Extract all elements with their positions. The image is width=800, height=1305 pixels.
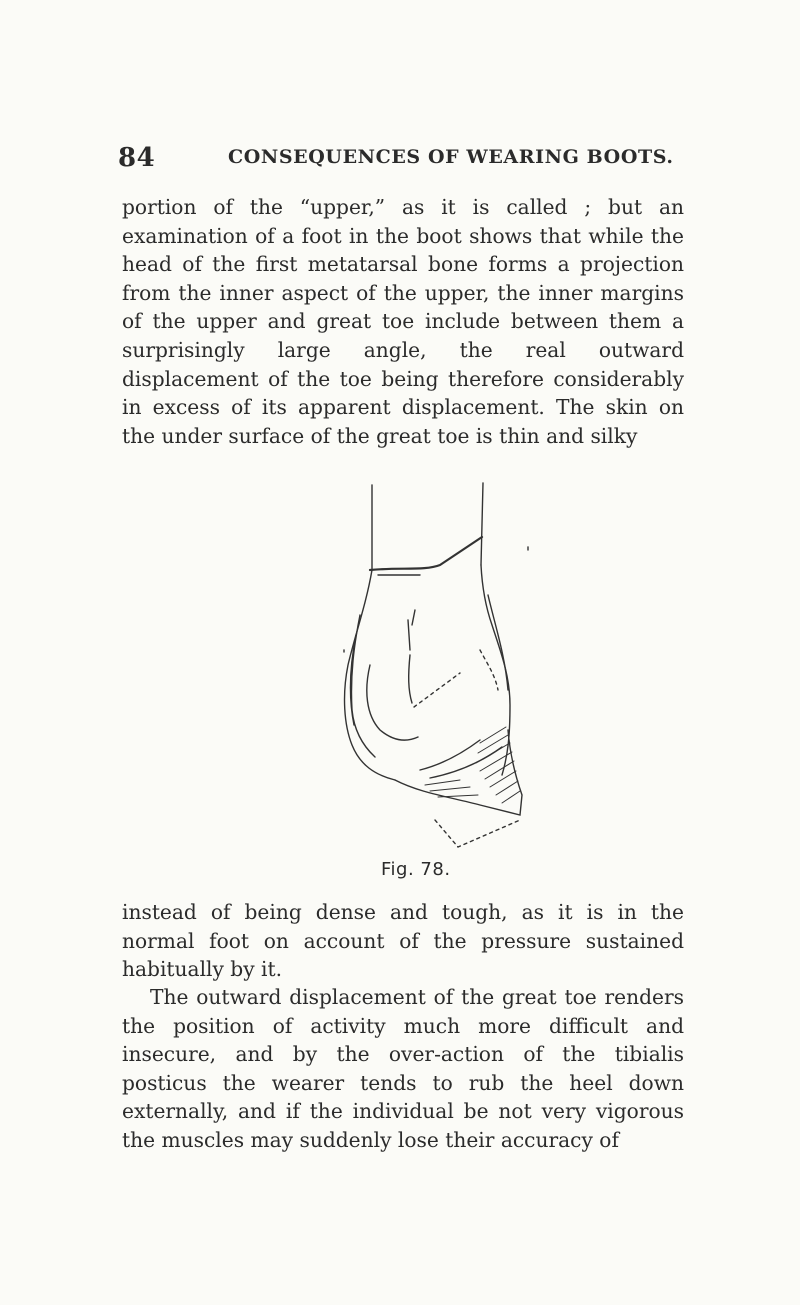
- foot-in-boot-drawing: [330, 475, 560, 875]
- paragraph-1: portion of the “upper,” as it is called ; but an examination of a foot in the boot shows that while the head of the first metatarsal bone forms a projection from the inner aspect of the upper, the inner margins of the upper and great toe include between them a surprisingly large angle, the real outward displacement of the toe being therefore considerably in excess of its apparent displacement. The skin on the under surface of the great toe is thin and silky: [122, 195, 684, 448]
- paragraph-2: instead of being dense and tough, as it is in the normal foot on account of the pressure sustained habitually by it.: [122, 900, 684, 982]
- toe-axis-dashed: [414, 673, 460, 707]
- foot-inner-outline: [367, 665, 418, 740]
- angle-dashed-lines: [435, 820, 520, 847]
- page-number: 84: [118, 143, 156, 173]
- figure-caption: Fig. 78.: [381, 859, 451, 880]
- figure-78-illustration: [330, 475, 560, 875]
- leg-right-line: [481, 483, 483, 565]
- paragraph-3: The outward displacement of the great toe renders the position of activity much more difficult and insecure, and by the over-action of the tibialis posticus the wearer tends to rub the heel down externally, and if the individual be not very vigorous the muscles may suddenly lose their accuracy of: [122, 985, 684, 1152]
- upper-top-edge: [370, 537, 482, 570]
- running-title: CONSEQUENCES OF WEARING BOOTS.: [228, 146, 674, 168]
